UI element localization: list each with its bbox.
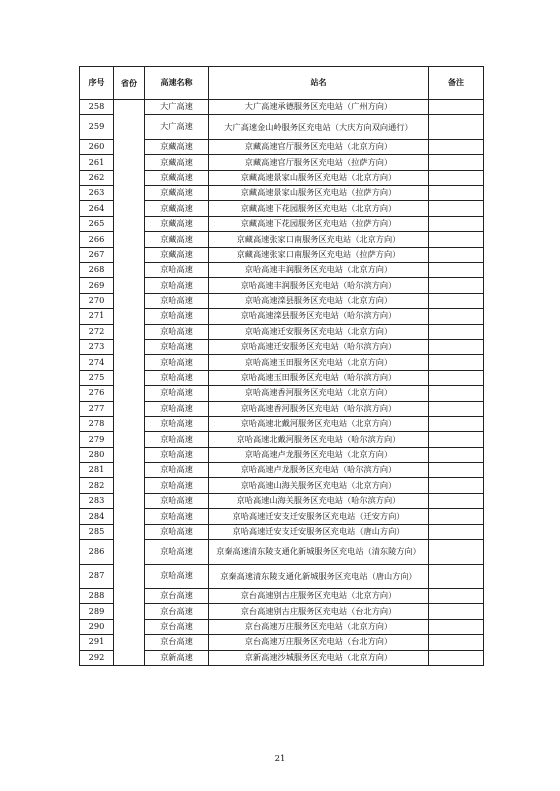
row-index: 270 [80, 293, 114, 308]
row-highway: 京哈高速 [145, 416, 209, 431]
table-header-row [80, 67, 484, 100]
row-remark [429, 416, 484, 431]
row-index: 284 [80, 509, 114, 524]
row-highway: 京哈高速 [145, 564, 209, 589]
row-station: 京哈高速山海关服务区充电站（北京方向） [209, 478, 429, 493]
row-station: 京哈高速滦县服务区充电站（哈尔滨方向） [209, 309, 429, 324]
row-index: 261 [80, 155, 114, 170]
row-remark [429, 115, 484, 140]
row-highway: 京哈高速 [145, 478, 209, 493]
row-remark [429, 401, 484, 416]
row-highway: 京藏高速 [145, 247, 209, 262]
row-index: 268 [80, 263, 114, 278]
row-highway: 京台高速 [145, 619, 209, 634]
row-remark [429, 355, 484, 370]
row-station: 京藏高速张家口南服务区充电站（拉萨方向） [209, 247, 429, 262]
row-highway: 京藏高速 [145, 201, 209, 216]
row-remark [429, 232, 484, 247]
row-index: 283 [80, 493, 114, 508]
row-index: 291 [80, 635, 114, 650]
row-index: 258 [80, 100, 114, 115]
row-station: 京哈高速丰润服务区充电站（哈尔滨方向） [209, 278, 429, 293]
row-highway: 京哈高速 [145, 509, 209, 524]
row-remark [429, 524, 484, 539]
row-remark [429, 509, 484, 524]
row-highway: 京哈高速 [145, 355, 209, 370]
row-index: 287 [80, 564, 114, 589]
row-station: 大广高速金山岭服务区充电站（大庆方向双向通行） [209, 115, 429, 140]
row-remark [429, 186, 484, 201]
row-station: 京哈高速迁安支迁安服务区充电站（迁安方向） [209, 509, 429, 524]
row-index: 286 [80, 540, 114, 565]
row-index: 289 [80, 604, 114, 619]
header-index: 序号 [80, 67, 114, 100]
row-highway: 京台高速 [145, 589, 209, 604]
row-remark [429, 293, 484, 308]
row-remark [429, 447, 484, 462]
row-station: 京新高速沙城服务区充电站（北京方向） [209, 650, 429, 665]
row-station: 京哈高速迁安支迁安服务区充电站（唐山方向） [209, 524, 429, 539]
row-index: 278 [80, 416, 114, 431]
row-highway: 京哈高速 [145, 263, 209, 278]
row-remark [429, 540, 484, 565]
row-station: 京藏高速官厅服务区充电站（拉萨方向） [209, 155, 429, 170]
row-index: 262 [80, 170, 114, 185]
row-highway: 京哈高速 [145, 463, 209, 478]
row-index: 290 [80, 619, 114, 634]
row-index: 264 [80, 201, 114, 216]
row-remark [429, 247, 484, 262]
row-remark [429, 650, 484, 665]
row-remark [429, 619, 484, 634]
row-station: 京哈高速山海关服务区充电站（哈尔滨方向） [209, 493, 429, 508]
header-station: 站名 [209, 67, 429, 100]
row-remark [429, 432, 484, 447]
row-station: 京秦高速清东陵支通化新城服务区充电站（唐山方向） [209, 564, 429, 589]
row-index: 265 [80, 216, 114, 231]
row-remark [429, 463, 484, 478]
row-highway: 京哈高速 [145, 309, 209, 324]
row-highway: 京哈高速 [145, 401, 209, 416]
row-remark [429, 139, 484, 154]
province-cell [114, 100, 145, 666]
row-highway: 京藏高速 [145, 139, 209, 154]
row-remark [429, 604, 484, 619]
row-remark [429, 155, 484, 170]
row-highway: 京藏高速 [145, 232, 209, 247]
row-index: 279 [80, 432, 114, 447]
row-highway: 京哈高速 [145, 293, 209, 308]
row-index: 274 [80, 355, 114, 370]
row-index: 292 [80, 650, 114, 665]
row-highway: 大广高速 [145, 100, 209, 115]
row-station: 京哈高速卢龙服务区充电站（北京方向） [209, 447, 429, 462]
row-highway: 京哈高速 [145, 540, 209, 565]
row-station: 京哈高速卢龙服务区充电站（哈尔滨方向） [209, 463, 429, 478]
row-station: 京哈高速北戴河服务区充电站（北京方向） [209, 416, 429, 431]
row-remark [429, 216, 484, 231]
row-highway: 京台高速 [145, 635, 209, 650]
row-index: 259 [80, 115, 114, 140]
row-highway: 京台高速 [145, 604, 209, 619]
row-index: 267 [80, 247, 114, 262]
row-highway: 京哈高速 [145, 432, 209, 447]
row-remark [429, 309, 484, 324]
page-number: 21 [274, 754, 286, 764]
row-station: 京哈高速丰润服务区充电站（北京方向） [209, 263, 429, 278]
row-highway: 京哈高速 [145, 493, 209, 508]
row-remark [429, 635, 484, 650]
row-remark [429, 100, 484, 115]
row-index: 275 [80, 370, 114, 385]
row-remark [429, 201, 484, 216]
row-index: 260 [80, 139, 114, 154]
row-station: 京哈高速香河服务区充电站（哈尔滨方向） [209, 401, 429, 416]
row-station: 京藏高速景家山服务区充电站（北京方向） [209, 170, 429, 185]
row-highway: 京藏高速 [145, 170, 209, 185]
row-station: 京台高速万庄服务区充电站（台北方向） [209, 635, 429, 650]
row-highway: 京哈高速 [145, 524, 209, 539]
row-index: 281 [80, 463, 114, 478]
row-station: 京台高速万庄服务区充电站（北京方向） [209, 619, 429, 634]
row-highway: 京哈高速 [145, 324, 209, 339]
row-remark [429, 589, 484, 604]
row-station: 京哈高速北戴河服务区充电站（哈尔滨方向） [209, 432, 429, 447]
row-highway: 京藏高速 [145, 216, 209, 231]
row-index: 276 [80, 386, 114, 401]
row-index: 269 [80, 278, 114, 293]
row-index: 280 [80, 447, 114, 462]
table-row [80, 100, 484, 115]
row-index: 272 [80, 324, 114, 339]
row-remark [429, 324, 484, 339]
row-remark [429, 564, 484, 589]
row-index: 273 [80, 339, 114, 354]
row-station: 京藏高速下花园服务区充电站（拉萨方向） [209, 216, 429, 231]
row-station: 京藏高速官厅服务区充电站（北京方向） [209, 139, 429, 154]
row-highway: 京哈高速 [145, 447, 209, 462]
row-highway: 京哈高速 [145, 278, 209, 293]
row-station: 京秦高速清东陵支通化新城服务区充电站（清东陵方向） [209, 540, 429, 565]
row-station: 京藏高速下花园服务区充电站（北京方向） [209, 201, 429, 216]
row-highway: 京新高速 [145, 650, 209, 665]
row-remark [429, 263, 484, 278]
table-body [80, 100, 484, 666]
row-remark [429, 478, 484, 493]
row-highway: 大广高速 [145, 115, 209, 140]
row-remark [429, 339, 484, 354]
row-remark [429, 170, 484, 185]
row-highway: 京藏高速 [145, 155, 209, 170]
row-station: 京藏高速景家山服务区充电站（拉萨方向） [209, 186, 429, 201]
header-highway: 高速名称 [145, 67, 209, 100]
row-station: 大广高速承德服务区充电站（广州方向） [209, 100, 429, 115]
row-remark [429, 278, 484, 293]
row-station: 京哈高速玉田服务区充电站（北京方向） [209, 355, 429, 370]
row-station: 京藏高速张家口南服务区充电站（北京方向） [209, 232, 429, 247]
row-station: 京哈高速香河服务区充电站（北京方向） [209, 386, 429, 401]
row-index: 271 [80, 309, 114, 324]
row-highway: 京哈高速 [145, 386, 209, 401]
header-province: 省份 [114, 67, 145, 100]
row-index: 282 [80, 478, 114, 493]
row-index: 285 [80, 524, 114, 539]
row-station: 京哈高速迁安服务区充电站（北京方向） [209, 324, 429, 339]
row-index: 288 [80, 589, 114, 604]
row-station: 京台高速别古庄服务区充电站（北京方向） [209, 589, 429, 604]
row-index: 266 [80, 232, 114, 247]
row-remark [429, 493, 484, 508]
row-highway: 京藏高速 [145, 186, 209, 201]
station-table [79, 66, 484, 666]
row-index: 263 [80, 186, 114, 201]
row-highway: 京哈高速 [145, 370, 209, 385]
row-station: 京哈高速滦县服务区充电站（北京方向） [209, 293, 429, 308]
row-highway: 京哈高速 [145, 339, 209, 354]
row-remark [429, 386, 484, 401]
row-index: 277 [80, 401, 114, 416]
row-remark [429, 370, 484, 385]
row-station: 京哈高速玉田服务区充电站（哈尔滨方向） [209, 370, 429, 385]
row-station: 京哈高速迁安服务区充电站（哈尔滨方向） [209, 339, 429, 354]
header-remark: 备注 [429, 67, 484, 100]
row-station: 京台高速别古庄服务区充电站（台北方向） [209, 604, 429, 619]
